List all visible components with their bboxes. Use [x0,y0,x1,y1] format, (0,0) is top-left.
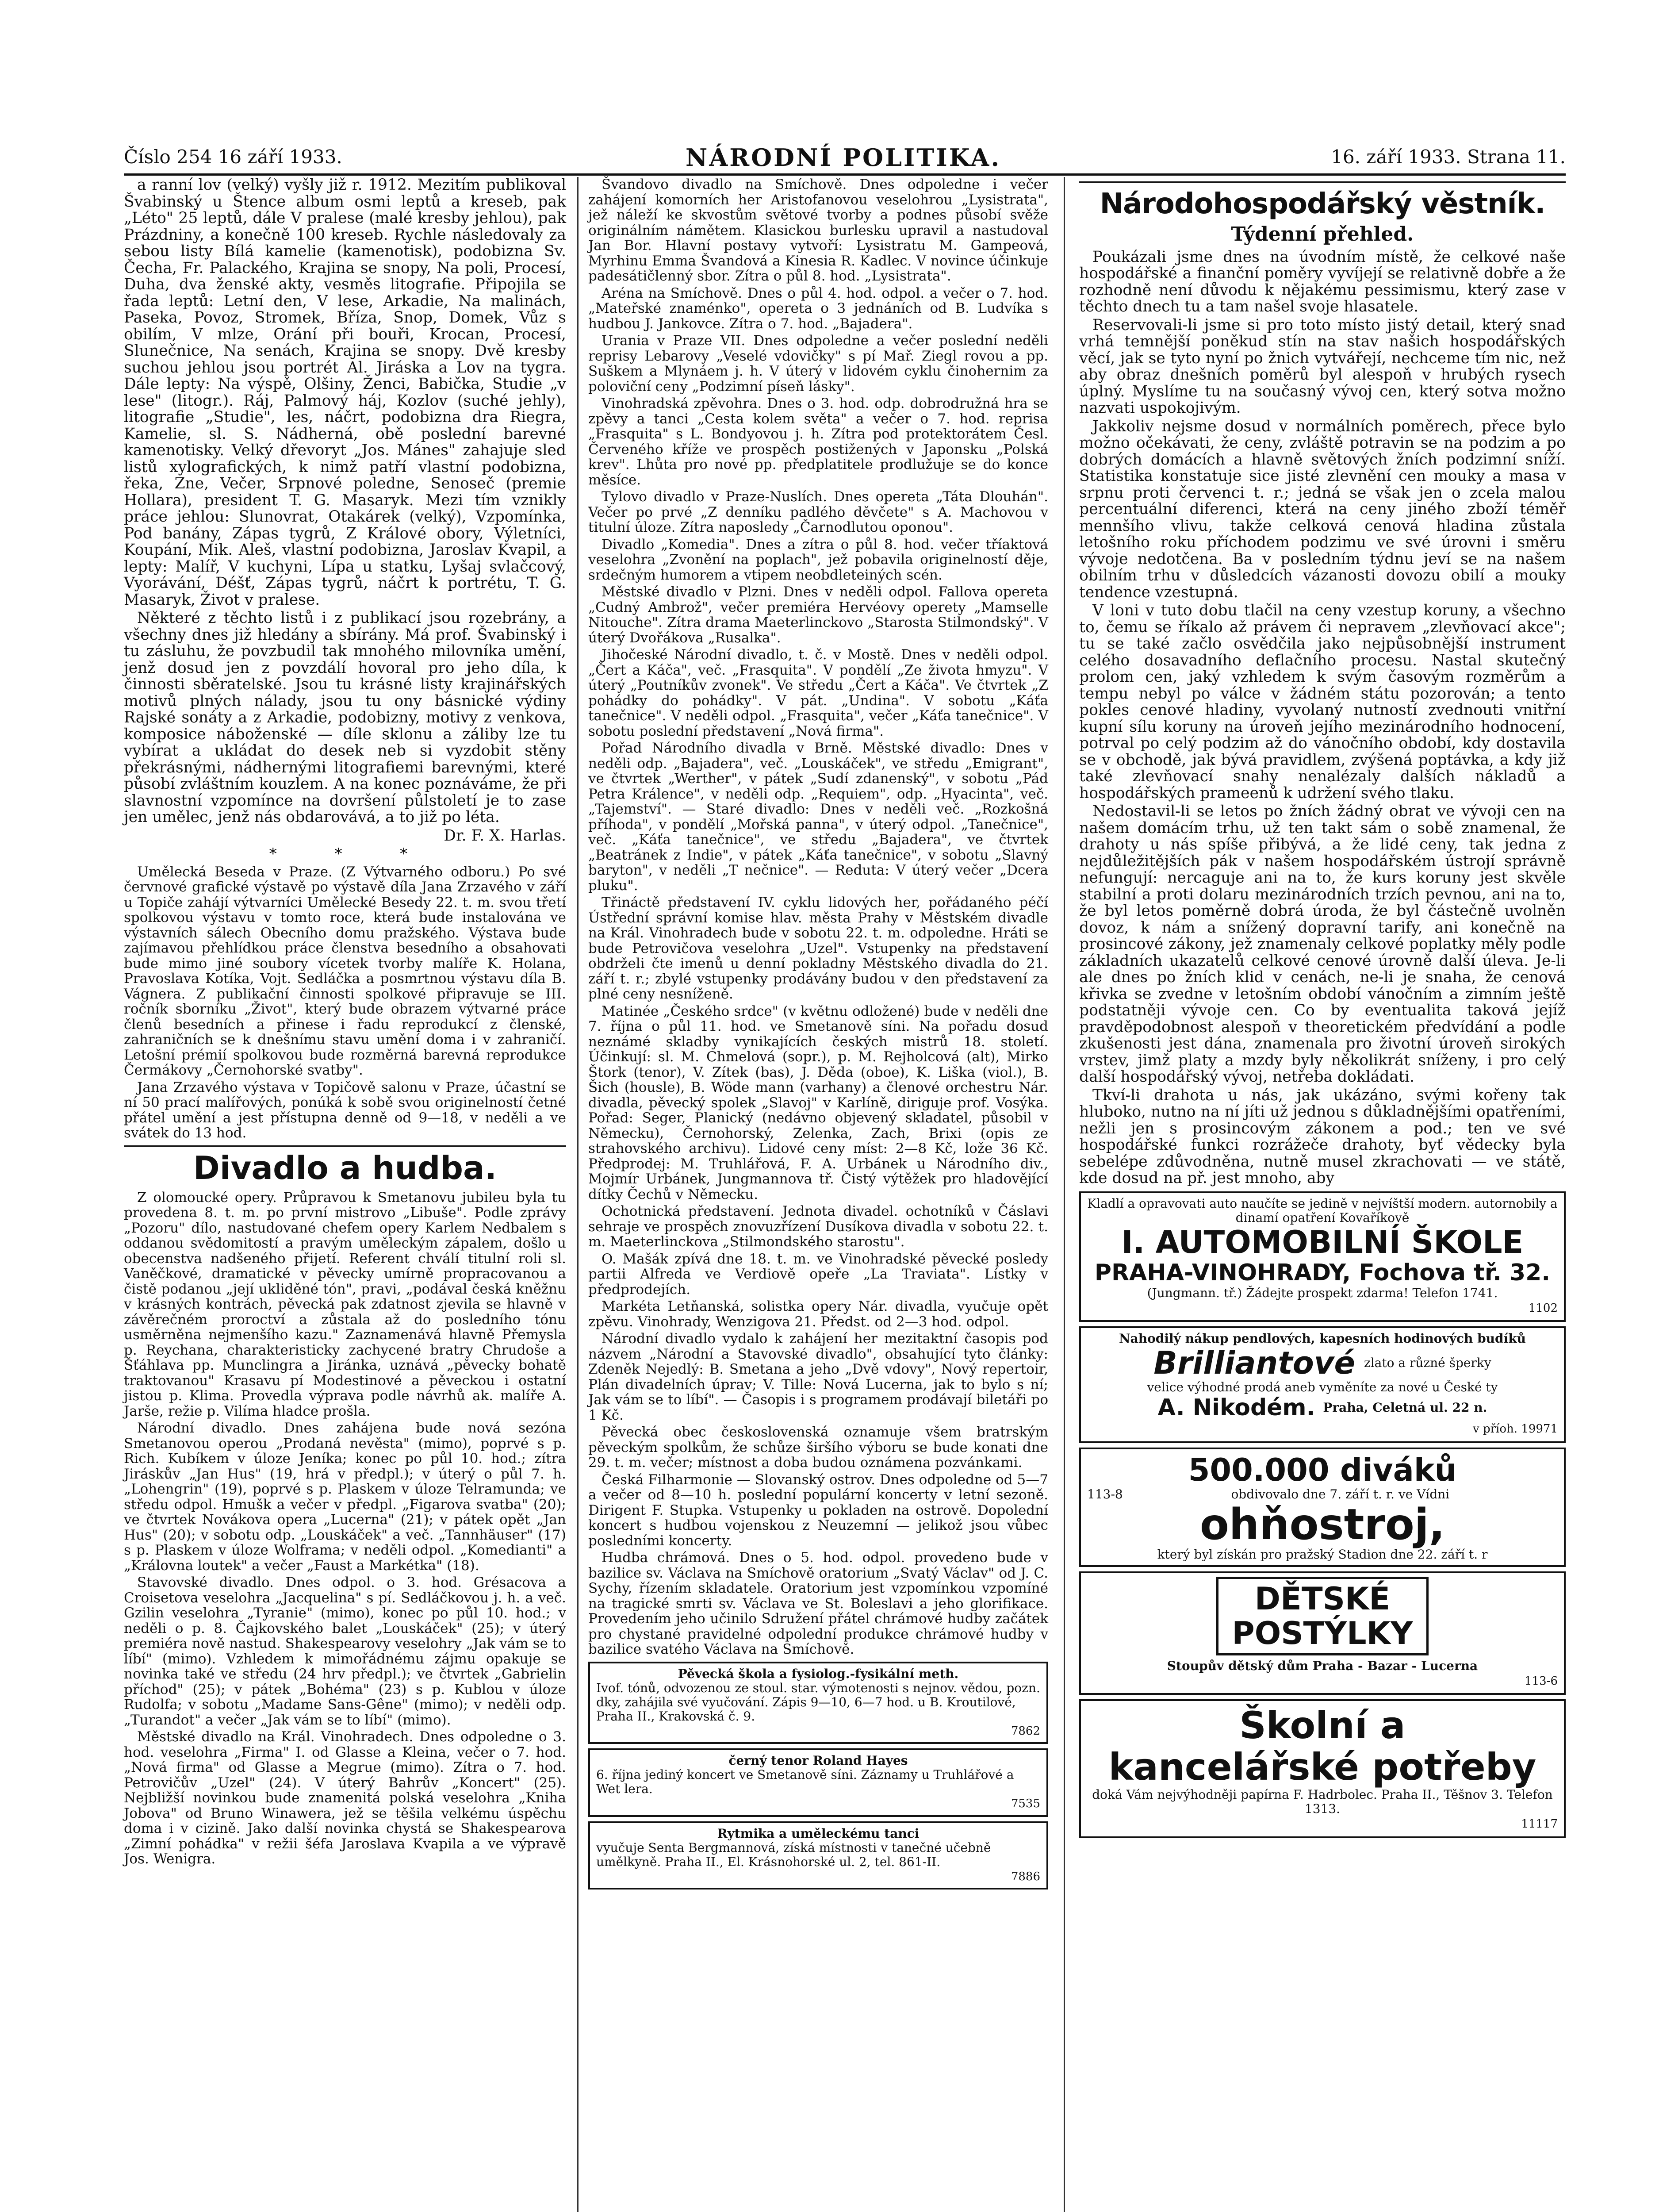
ad-headline: I. AUTOMOBILNÍ ŠKOLE [1121,1224,1524,1260]
economy-paragraph: Poukázali jsme dnes na úvodním místě, že celkové naše hospodářské a finanční poměry vyvíjejí se relativně dobře a že rozhodně není důvodu k nějakému pessimismu, který zase v těchto dnech tu a tam našel svoje hlasatele. [1079,248,1566,315]
theatre-paragraph: Pěvecká obec československá oznamuje všem bratrským pěveckým spolkům, že schůze širšího výboru se bude konati dne 29. t. m. večer; místnost a doba budou oznámena pozvánkami. [588,1424,1048,1471]
theatre-paragraph: Aréna na Smíchově. Dnes o půl 4. hod. odpol. a večer o 7. hod. „Mateřské znaménko", opereta o 3 jednáních od B. Ludvíka s hudbou J. Jankovce. Zítra o 7. hod. „Bajadera". [588,285,1048,332]
date-page: 16. září 1933. Strana 11. [1331,146,1566,168]
ad-text: Nahodilý nákup pendlových, kapesních hodinových budíků [1119,1331,1526,1346]
ad-code: v příoh. 19971 [1473,1422,1558,1436]
column-3 [1079,177,1566,1843]
theatre-paragraph: Markéta Letňanská, solistka opery Nár. divadla, vyučuje opět zpěvu. Vinohrady, Wenzigova 21. Předst. od 2—3 hod. odpol. [588,1298,1048,1330]
classified-ad [588,1821,1048,1890]
ad-text: velice výhodné prodá aneb vyměníte za nové u České ty [1147,1380,1498,1394]
ad-text: vyučuje Senta Bergmannová, získá místnosti v tanečné učebně umělkyně. Praha II., El. Krásnohorské ul. 2, tel. 861-II. [596,1840,991,1869]
theatre-paragraph: Ochotnická představení. Jednota divadel. ochotníků v Čáslavi sehraje ve prospěch znovuzřízení Dusíkova divadla v sobotu 22. t. m. Maeterlinckova „Stilmondského starostu". [588,1203,1048,1250]
ad-code: 113-6 [1525,1674,1558,1688]
theatre-paragraph: Vinohradská zpěvohra. Dnes o 3. hod. odp. dobrodružná hra se zpěvy a tanci „Cesta kolem světa" a večer o 7. hod. reprisa „Frasquita" s L. Bondyovou j. h. Zítra pod protektorátem Česl. Červeného kříže ve prospěch postižených v Japonsku „Polská krev". Lhůta pro nové pp. předplatitele prodlužuje se do konce měsíce. [588,396,1048,488]
theatre-paragraph: O. Mašák zpívá dne 18. t. m. ve Vinohradské pěvecké posledy partii Alfreda ve Verdiově opeře „La Traviata". Lístky v předprodejích. [588,1251,1048,1298]
ad-text: Ivof. tónů, odvozenou ze stoul. star. výmotenosti s nejnov. vědou, pozn. dky, zahájila své vyučování. Zápis 9—10, 6—7 hod. u B. Kroutilové, Praha II., Krakovská č. 9. [596,1680,1040,1724]
ad-text: (Jungmann. tř.) Žádejte prospekt zdarma! Telefon 1741. [1147,1285,1498,1300]
theatre-paragraph: Národní divadlo vydalo k zahájení her mezitaktní časopis pod názvem „Národní a Stavovské divadlo", obsahující tyto články: Zdeněk Nejedlý: B. Smetana a jeho „Dvě vdovy", Nový repertoir, Plán divadelních úprav; V. Tille: Nová Lucerna, jak to bylo s ní; Jak vám se to líbí". — Časopis i s programem prodávají biletáři po 1 Kč. [588,1331,1048,1423]
theatre-paragraph: Pořad Národního divadla v Brně. Městské divadlo: Dnes v neděli odp. „Bajadera", več. „Louskáček", ve středu „Emigrant", ve čtvrtek „Werther", v pátek „Sudí zdanenský", v sobotu „Pád Petra Králence", v neděli odp. „Requiem", odp. „Hyacinta", več. „Tajemství". — Staré divadlo: Dnes v neděli več. „Rozkošná příhoda", v pondělí „Mořská panna", v úterý odpol. „Tanečnice", več. „Káťa tanečnice", ve středu „Bajadera", ve čtvrtek „Beatránek z Indie", v pátek „Káťa tanečnice", v sobotu „Slavný baryton", v neděli „T nečnice". — Reduta: V úterý večer „Dcera pluku". [588,740,1048,894]
economy-paragraph: V loni v tuto dobu tlačil na ceny vzestup koruny, a všechno to, čemu se říkalo až právem či nepravem „zlevňovací akce"; tu se také začlo osvědčila jako nejpůsobnější instrument celého dosavadního deflačního procesu. Nastal skutečný prolom cen, jaký vzhledem k svým časovým rozměrům a tempu nebyl po válce v žádném státu pozorován; a tento pokles cenové hladiny, vyvolaný nutností zvednouti vnitřní kupní sílu koruny na úroveň jejího mezinárodního hodnocení, potrval po celý podzim až do vánočního období, kdy dostavila se v obchodě, jak bývá pravidlem, zvýšená poptávka, a kdy již také zlevňovací snahy nenalézaly dalších nákladů a hospodářských prameenů k udržení svého tlaku. [1079,602,1566,802]
theatre-paragraph: Hudba chrámová. Dnes o 5. hod. odpol. provedeno bude v bazilice sv. Václava na Smíchově oratorium „Svatý Václav" od J. C. Sychy, řízením skladatele. Oratorium jest vzpomínkou vzpomíné na tragické smrti sv. Václava ve St. Boleslavi a jeho glorifikace. Provedením jeho učinilo Sdružení přátel chrámové hudby začátek pro chystané pravidelné odpolední produkce chrámové hudby v bazilice svatého Václava na Smíchově. [588,1550,1048,1657]
theatre-paragraph: Jihočeské Národní divadlo, t. č. v Mostě. Dnes v neděli odpol. „Čert a Káča", več. „Frasquita". V pondělí „Ze života hmyzu". V úterý „Poutníkův zvonek". Ve středu „Čert a Káča". Ve čtvrtek „Z pohádky do pohádky". V pát. „Undina". V sobotu „Káťa tanečnice". V neděli odpol. „Frasquita", večer „Káťa tanečnice". V sobotu poslední představení „Nová firma". [588,647,1048,739]
ad-headline: ohňostroj, [1199,1499,1445,1549]
theatre-paragraph: Stavovské divadlo. Dnes odpol. o 3. hod. Grésacova a Croisetova veselohra „Jacquelina" s pí. Sedláčkovou j. h. a več. Gzilin veselohra „Tyranie" (mimo), konec po půl 10. hod.; v neděli o p. 8. Čajkovského balet „Louskáček" (25); v úterý premiéra nově nastud. Shakespearovy veselohry „Jak vám se to líbí" (mimo). Vzhledem k mimořádnému zájmu opakuje se novinka také ve středu (24 hrv předpl.); ve čtvrtek „Gabrielin příchod" (25); v pátek „Bohéma" (23) s p. Kublou v úloze Rudolfa; v sobotu „Madame Sans-Gêne" (mimo); v neděli odp. „Turandot" a večer „Jak vám se to líbí" (mimo). [124,1575,566,1728]
ad-text: zlato a různé šperky [1364,1356,1491,1370]
economy-paragraph: Nedostavil-li se letos po žních žádný obrat ve vývoji cen na našem domácím trhu, už ten takt sám o sobě znamenal, že drahoty u nás spíše přibývá, a že lidé ceny, tak jedna z nejdůležitějších pák v našem hospodářském ústrojí správně nefungují: nercaguje ani na to, že kurs koruny jest skvěle stabilní a proti dolaru mezinárodních trzích pevnou, ani na to, že byl letos poměrně dobrá úroda, že byl částečně uvolněn dovoz, k nám a snížený dopravní tarify, ani konečně na prosincové zákony, jež znamenaly celkové poplatky měly podle základních ukazatelů celkové cenové úrovně další úleva. Je-li ale dnes po žních klid v cenách, ne-li je snaha, že cenová křivka se zvedne v letošním období vánočním a zimním ještě podstatněji vývoje cen. Co by eventualita taková jejíž pravděpodobnost alespoň v theoretickém předvídání a podle zkušenosti jest dána, znamenala pro životní úroveň sirokých vrstev, jimž platy a mzdy byly několikrát sníženy, i pro celý další hospodářský vývoj, netřeba dokládati. [1079,803,1566,1086]
news-paragraph: Umělecká Beseda v Praze. (Z Výtvarného odboru.) Po své červnové grafické výstavě po výstavě díla Jana Zrzavého v září u Topiče zahájí výtvarníci Umělecké Besedy 22. t. m. svou třetí spolkovou výstavu v tomto roce, která bude instalována ve výstavních sálech Obecního domu pražského. Výstava bude zajímavou přehlídkou práce členstva besedního a obsahovati bude mimo jiné soubory vícetek tvorby malíře K. Holana, Pravoslava Kotíka, Vojt. Sedláčka a posmrtnou výstavu díla B. Vágnera. Z publikační činnosti spolkové připravuje se III. ročník sborníku „Život", který bude obrazem výtvarné práce členů besedních a přinese i řadu reprodukcí z členské, zahraničních se k dnešnímu stavu umění doma i v zahraničí. Letošní prémií spolkovou bude rozměrná barevná reprodukce Čermákovy „Černohorské svatby". [124,864,566,1078]
fireworks-ad [1079,1448,1566,1567]
ad-code: 7535 [1011,1797,1040,1810]
ad-headline: DĚTSKÉ [1254,1580,1391,1617]
ad-code: 1102 [1528,1301,1558,1315]
ad-headline: kancelářské potřeby [1108,1745,1536,1789]
theatre-paragraph: Městské divadlo na Král. Vinohradech. Dnes odpoledne o 3. hod. veselohra „Firma" I. od Glasse a Kleina, večer o 7. hod. „Nová firma" od Glasse a Megrue (mimo). Zítra o 7. hod. Petrovičův „Uzel" (24). V úterý Bahrův „Koncert" (25). Nejbližší novinkou bude znamenitá polská veselohra „Kniha Jobova" od Bruno Winawera, jež se těšila velkému úspěchu doma i v cizině. Jako další novinka chystá se Shakespearova „Zimní pohádka" v režii šéfa Jaroslava Kvapila a ve výpravě Jos. Wenigra. [124,1729,566,1867]
column-divider [577,177,579,2212]
article-paragraph: Některé z těchto listů i z publikací jsou rozebrány, a všechny dnes již hledány a sbírány. Má prof. Švabinský i tu zásluhu, že povzbudil tak mnohého milovníka umění, jenž dosud jen z povzdálí hovoral pro jeho díla, k činnosti sběratelské. Jsou tu krásné listy krajinářských motivů plných nálady, jsou tu ony básnické výdiny Rajské sonáty a z Arkadie, podobizny, motivy z venkova, komposice náboženské — díle sklonu a záliby lze tu vybírat a ukládat do desek neb si vyzdobit stěny překrásnými, nádhernými litografiemi barevnými, které působí zvláštním kouzlem. A na konec poznáváme, že při slavnostní vzpomínce na dovršení půlstoletí je to zase jen umělec, jenž nás obdarovává, a to již po léta. [124,609,566,826]
theatre-paragraph: Divadlo „Komedia". Dnes a zítra o půl 8. hod. večer tříaktová veselohra „Zvonění na poplach", jež pobavila originelností děje, srdečným humorem a vtipem neobdleteiných scén. [588,536,1048,583]
theatre-paragraph: Městské divadlo v Plzni. Dnes v neděli odpol. Fallova opereta „Cudný Ambrož", večer premiéra Hervéovy operety „Mamselle Nitouche". Zítra drama Maeterlinckovo „Starosta Stilmondský". V úterý Dvořákova „Rusalka". [588,584,1048,646]
article-paragraph: a ranní lov (velký) vyšly již r. 1912. Mezitím publikoval Švabinský u Štence album osmi leptů a kreseb, pak „Léto" 25 leptů, dále V pralese (malé kresby jehlou), pak Prázdniny, a konečně 100 kreseb. Rychle následovaly za sebou listy Bílá kamelie (kamenotisk), podobizna Sv. Čecha, Fr. Palackého, Krajina se snopy, Na poli, Procesí, Duha, dva ženské akty, vesměs litografie. Připojila se řada leptů: Letní den, V lese, Arkadie, Na malinách, Paseka, Povoz, Stromek, Bříza, Snop, Domek, Vůz s obilím, V mlze, Orání při bouři, Krocan, Procesí, Slunečnice, Na senách, Krajina se snopy. Dvě kresby suchou jehlou jsou portrét Al. Jiráska a Lov na tygra. Dále lepty: Na výspě, Olšiny, Ženci, Babička, Studie „v lese" (litogr.). Ráj, Palmový háj, Kozlov (suché jehly), litografie „Studie", les, náčrt, podobizna dra Riegra, Kamelie, sl. S. Nádherná, obě poslední barevné kamenotisky. Velký dřevoryt „Jos. Mánes" zahajuje sled listů xylografických, k nimž patří vlastní podobizna, řeka, Zne, Večer, Srpnové poledne, Senoseč (premie Hollara), president T. G. Masaryk. Mezi tím vznikly práce jehlou: Slunovrat, Otakárek (velký), Vzpomínka, Pod banány, Zápas tygrů, Z Králové obory, Výletníci, Koupání, Mik. Aleš, vlastní podobizna, Jaroslav Kvapil, a lepty: Malíř, V kuchyni, Lípa u statku, Lyšaj svlačcový, Vyorávání, Déšť, Zápas tygrů, náčrt k portrétu, T. G. Masaryk, Život v pralese. [124,176,566,609]
driving-school-ad [1079,1191,1566,1322]
theatre-paragraph: Z olomoucké opery. Průpravou k Smetanovu jubileu byla tu provedena 8. t. m. po první mistrovo „Libuše". Podle zprávy „Pozoru" dílo, nastudované chefem opery Karlem Nedbalem s oddanou svědomitostí a pravým uměleckým zápalem, došlo u obecenstva nadšeného přijetí. Referent chválí titulní roli sl. Vaněčkové, dramatické v pěvecky umírně propracovanou a čistě podanou „její ukliděné tón", pravi, „podával česká kněžnu v krásných kontrách, pěvecká pak zdatnost zjevila se hlavně v závěrečném proroctví a zůstala až do posledního tónu usměrněna nejmenšího kazu." Zaznamenává hlavně Přemysla p. Reychana, charakteristicky zachycené bratry Chrudoše a Šťáhlava pp. Munclingra a Jiránka, uznává „pěvecky bohatě traktovanou" Krasavu pí Modestinové a pěveckou i ostatní jistou p. Klima. Provedla výprava podle návrhů ak. malíře A. Jarše, režie p. Vilíma hladce prošla. [124,1189,566,1419]
ad-title: Rytmika a uměleckému tanci [717,1826,920,1841]
theatre-paragraph: Matinée „Českého srdce" (v květnu odložené) bude v neděli dne 7. října o půl 11. hod. ve Smetanově síni. Na pořadu dosud neznámé skladby vynikajících českých mistrů 18. století. Účinkují: sl. M. Chmelová (sopr.), p. M. Rejholcová (alt), Mirko Štork (tenor), V. Zítek (bas), J. Děda (oboe), K. Liška (viol.), B. Šich (housle), B. Wöde mann (varhany) a členové orchestru Nár. divadla, pěvecký spolek „Slavoj" v Karlíně, diriguje prof. Vosýka. Pořad: Seger, Planický (nedávno objevený skladatel, působil v Německu), Černohorský, Zelenka, Zach, Brixi (opis ze strahovského archivu). Lidové ceny míst: 2—8 Kč, lože 36 Kč. Předprodej: M. Truhlářová, F. A. Urbánek u Národního div., Mojmír Urbánek, Jungmannova tř. Čistý výtěžek pro hladovějící dítky Čechů v Německu. [588,1003,1048,1202]
ad-text: Kladlí a opravovati auto naučíte se jedině v nejvíštší modern. autornobily a dinamí opatření Kovaříkově [1087,1196,1558,1225]
theatre-paragraph: Třináctě představení IV. cyklu lidových her, pořádaného péčí Ústřední správní komise hlav. města Prahy v Městském divadle na Král. Vinohradech bude v sobotu 22. t. m. odpoledne. Hráti se bude Petrovičova veselohra „Uzel". Vstupenky na představení obdrželi čte imenů u denní pokladny Městského divadla do 21. září t. r.; zbylé vstupenky prodávány budou v den představení za plné ceny nesníženě. [588,895,1048,1002]
ad-title: Pěvecká škola a fysiolog.-fysikální meth. [678,1666,959,1681]
theatre-paragraph: Česká Filharmonie — Slovanský ostrov. Dnes odpoledne od 5—7 a večer od 8—10 h. poslední populární koncerty v letní sezoně. Dirigent F. Stupka. Vstupenky u pokladen na ostrově. Dopolední koncert s hudbou vojenskou z Neuzemní — jelikož jsou vůbec posledními koncerty. [588,1471,1048,1549]
economy-paragraph: Reservovali-li jsme si pro toto místo jistý detail, který snad vrhá temnější poněkud stín na stav našich hospodářských věcí, jak se tyto nyní po žnich vytvářejí, nechceme tím nic, než aby obraz dnešních poměrů byl alespoň v hrubých rysech úplný. Myslíme tu na současný vývoj cen, který sotva možno nazvati uspokojivým. [1079,316,1566,417]
column-divider [1064,177,1065,2212]
header-rule [124,173,1566,176]
classified-ad [588,1662,1048,1744]
ad-text: obdivovalo dne 7. září t. r. ve Vídni [1231,1486,1450,1502]
classified-ad [588,1748,1048,1817]
ad-code: 11117 [1521,1817,1558,1831]
ad-headline: Brilliantové [1153,1345,1355,1381]
ad-code: 7886 [1011,1870,1040,1883]
theatre-paragraph: Švandovo divadlo na Smíchově. Dnes odpoledne i večer zahájení komorních her Aristofanovou veselohrou „Lysistrata", jež náleží ke skvostům světové tvorby a podnes působí svěže originálním námětem. Klasickou burlesku upravil a nastudoval Jan Bor. Hlavní postavy vytvoří: Lysistratu M. Gampeová, Myrhinu Emma Švandová a Kinesia R. Kadlec. V novince účinkuje padesátičlenný sbor. Zítra o půl 8. hod. „Lysistrata". [588,177,1048,284]
ad-title: černý tenor Roland Hayes [728,1753,908,1768]
ad-text: který byl získán pro pražský Stadion dne 22. září t. r [1157,1547,1488,1562]
ad-headline: POSTÝLKY [1232,1615,1413,1651]
ad-code: 113-8 [1087,1486,1123,1502]
column-2 [588,177,1048,1894]
stationery-ad [1079,1699,1566,1838]
theatre-paragraph: Urania v Praze VII. Dnes odpoledne a večer poslední neděli reprisy Lebarovy „Veselé vdovičky" s pí Mař. Ziegl rovou a pp. Suškem a Mlynáem j. h. V úterý v lidovém cyklu činohernim za poloviční ceny „Podzimní píseň lásky". [588,333,1048,395]
ad-text: doká Vám nejvýhodněji papírna F. Hadrbolec. Praha II., Těšnov 3. Telefon 1313. [1092,1787,1553,1816]
ad-text: Stoupův dětský dům Praha - Bazar - Lucerna [1167,1658,1478,1673]
section-title: Divadlo a hudba. [124,1145,566,1187]
ad-headline: 500.000 diváků [1188,1452,1457,1488]
news-paragraph: Jana Zrzavého výstava v Topičově salonu v Praze, účastní se ní 50 prací malířových, ponúká k sobě svou originelností četné přátel umění a jest přístupna denně od 9—18, v neděli a ve svátek do 13 hod. [124,1079,566,1141]
economy-paragraph: Tkví-li drahota u nás, jak ukázáno, svými kořeny tak hluboko, nutno na ní jíti už jednou s důkladnějšími opatřeními, nežli jen s prosincovým zákonem a pod.; ten ve své hospodářské funkci rozrážeče drahoty, byť vědecky byla sebelépe zdůvodněna, nutně musel zkrachovati — ve státě, kde dosud na př. jest mnoho, aby [1079,1086,1566,1187]
cots-ad [1079,1571,1566,1695]
page-header [124,143,1566,177]
signature: Dr. F. X. Harlas. [444,826,566,845]
ad-text: 6. října jediný koncert ve Smetanově síni. Záznamy u Truhlářové a Wet lera. [596,1767,1014,1796]
ad-shop-name: A. Nikodém. [1157,1394,1315,1421]
economy-paragraph: Jakkoliv nejsme dosud v normálních poměrech, přece bylo možno očekávati, že ceny, zvláště potravin se na podzim a po dobrých domácích a hlavně světových žních podzimní sníží. Statistika konstatuje sice jisté zlevnění cen mouky a masa v srpnu proti červenci t. r.; jedná se však jen o zcela malou percentuální diferenci, která na ceny jiného zboží téměř mennšího vlivu, takže celková cenová hladina zůstala letošního roku příchodem podzimu ve své úrovni i směru vývoje nedotčena. Ba v posledním týdnu jeví se na našem obilním trhu v důsledcích vázanosti dovozu obilí a mouky tendence vzestupná. [1079,417,1566,601]
newspaper-title: NÁRODNÍ POLITIKA. [686,143,1001,172]
ad-headline: Školní a [1239,1704,1406,1747]
separator-stars: * * * [269,845,434,863]
ad-code: 7862 [1011,1724,1040,1738]
section-title: Národohospodářský věstník. [1079,181,1566,223]
ad-address: PRAHA-VINOHRADY, Fochova tř. 32. [1094,1259,1551,1286]
ad-address: Praha, Celetná ul. 22 n. [1323,1400,1487,1415]
issue-number: Číslo 254 16 září 1933. [124,146,342,168]
theatre-paragraph: Tylovo divadlo v Praze-Nuslích. Dnes opereta „Táta Dlouhán". Večer po prvé „Z denníku padlého děvčete" s A. Machovou v titulní úloze. Zítra naposledy „Čarnodlutou oponou". [588,489,1048,535]
theatre-paragraph: Národní divadlo. Dnes zahájena bude nová sezóna Smetanovou operou „Prodaná nevěsta" (mimo), poprvé s p. Rich. Kubíkem v úloze Jeníka; konec po půl 10. hod.; zítra Jiráskův „Jan Hus" (19, hrá v předpl.); v úterý o půl 7. h. „Lohengrin" (19), poprvé s p. Plaskem v úloze Telramunda; ve středu odpol. Hmušk a večer v předpl. „Figarova svatba" (20); ve čtvrtek Novákova opera „Lucerna" (21); v pátek opět „Jan Hus" (20); v sobotu odp. „Louskáček" a več. „Tannhäuser" (17) s p. Plaskem v úloze Wolframa; v neděli odpol. „Komedianti" a „Královna loutek" a večer „Faust a Markétka" (18). [124,1420,566,1574]
subsection-title: Týdenní přehled. [1231,223,1414,246]
jeweller-ad [1079,1326,1566,1443]
column-1 [124,177,566,1869]
